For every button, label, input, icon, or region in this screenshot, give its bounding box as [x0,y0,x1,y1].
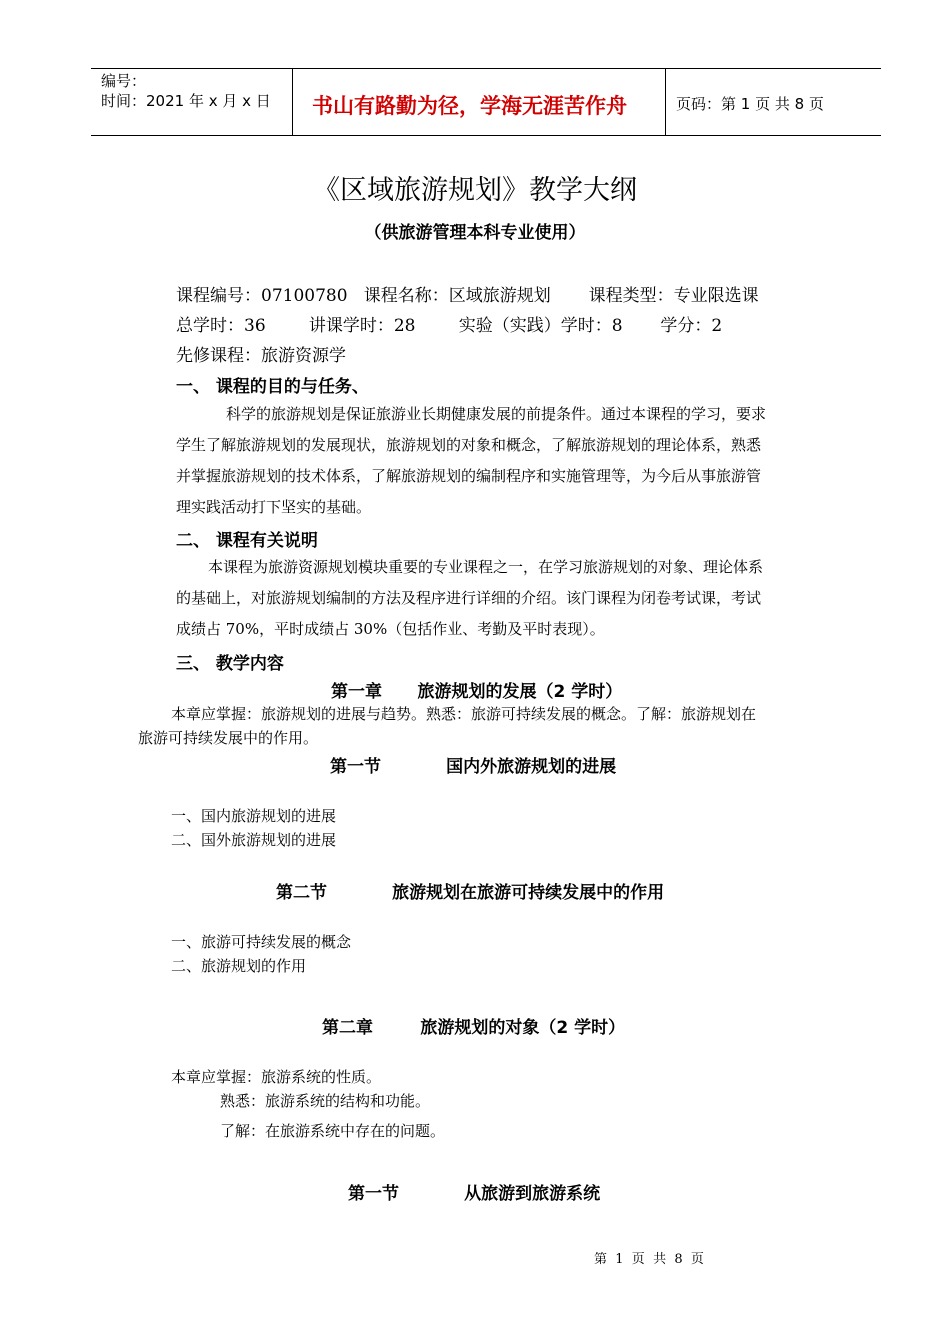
chapter1-title: 第一章 旅游规划的发展（2 学时） [331,682,623,702]
page-subtitle: （供旅游管理本科专业使用） [364,223,586,243]
page-title: 《区域旅游规划》教学大纲 [313,175,637,206]
section1-line: 学生了解旅游规划的发展现状，旅游规划的对象和概念，了解旅游规划的理论体系，熟悉 [176,436,762,454]
chapter1-section2-title: 第二节 旅游规划在旅游可持续发展中的作用 [276,883,665,903]
chapter2-requirement: 本章应掌握：旅游系统的性质。 [171,1068,382,1086]
header-divider-left [292,68,293,136]
header-motto: 书山有路勤为径，学海无涯苦作舟 [312,94,627,118]
list-item: 一、国内旅游规划的进展 [171,807,337,825]
chapter1-requirement: 本章应掌握：旅游规划的进展与趋势。熟悉：旅游可持续发展的概念。了解：旅游规划在 [171,705,757,723]
section1-line: 科学的旅游规划是保证旅游业长期健康发展的前提条件。通过本课程的学习，要求 [226,405,767,423]
chapter1-section1-title: 第一节 国内外旅游规划的进展 [330,757,617,777]
section1-heading: 一、 课程的目的与任务、 [176,377,369,397]
chapter2-title: 第二章 旅游规划的对象（2 学时） [322,1018,626,1038]
header-code: 编号： [101,72,147,90]
list-item: 一、旅游可持续发展的概念 [171,933,352,951]
header-top-border [91,68,881,69]
section2-line: 的基础上，对旅游规划编制的方法及程序进行详细的介绍。该门课程为闭卷考试课，考试 [176,589,762,607]
chapter2-requirement: 熟悉：旅游系统的结构和功能。 [220,1092,431,1110]
header-time: 时间：2021 年 x 月 x 日 [101,92,271,110]
section2-line: 本课程为旅游资源规划模块重要的专业课程之一，在学习旅游规划的对象、理论体系 [208,558,764,576]
header-divider-right [665,68,666,136]
section1-line: 理实践活动打下坚实的基础。 [176,498,372,516]
course-info-line2: 总学时：36 讲课学时：28 实验（实践）学时：8 学分：2 [176,316,723,336]
header-bottom-border [91,135,881,136]
section2-heading: 二、 课程有关说明 [176,531,318,551]
section2-line: 成绩占 70%，平时成绩占 30%（包括作业、考勤及平时表现）。 [176,620,605,638]
section1-line: 并掌握旅游规划的技术体系，了解旅游规划的编制程序和实施管理等，为今后从事旅游管 [176,467,762,485]
course-info-line3: 先修课程：旅游资源学 [176,346,346,366]
chapter2-section1-title: 第一节 从旅游到旅游系统 [348,1184,601,1204]
chapter1-requirement: 旅游可持续发展中的作用。 [138,729,319,747]
page-footer: 第 1 页 共 8 页 [594,1252,704,1267]
header-page: 页码：第 1 页 共 8 页 [676,95,824,113]
section3-heading: 三、 教学内容 [176,654,284,674]
course-info-line1: 课程编号：07100780 课程名称：区域旅游规划 课程类型：专业限选课 [176,286,759,306]
list-item: 二、旅游规划的作用 [171,957,307,975]
list-item: 二、国外旅游规划的进展 [171,831,337,849]
chapter2-requirement: 了解：在旅游系统中存在的问题。 [220,1122,446,1140]
